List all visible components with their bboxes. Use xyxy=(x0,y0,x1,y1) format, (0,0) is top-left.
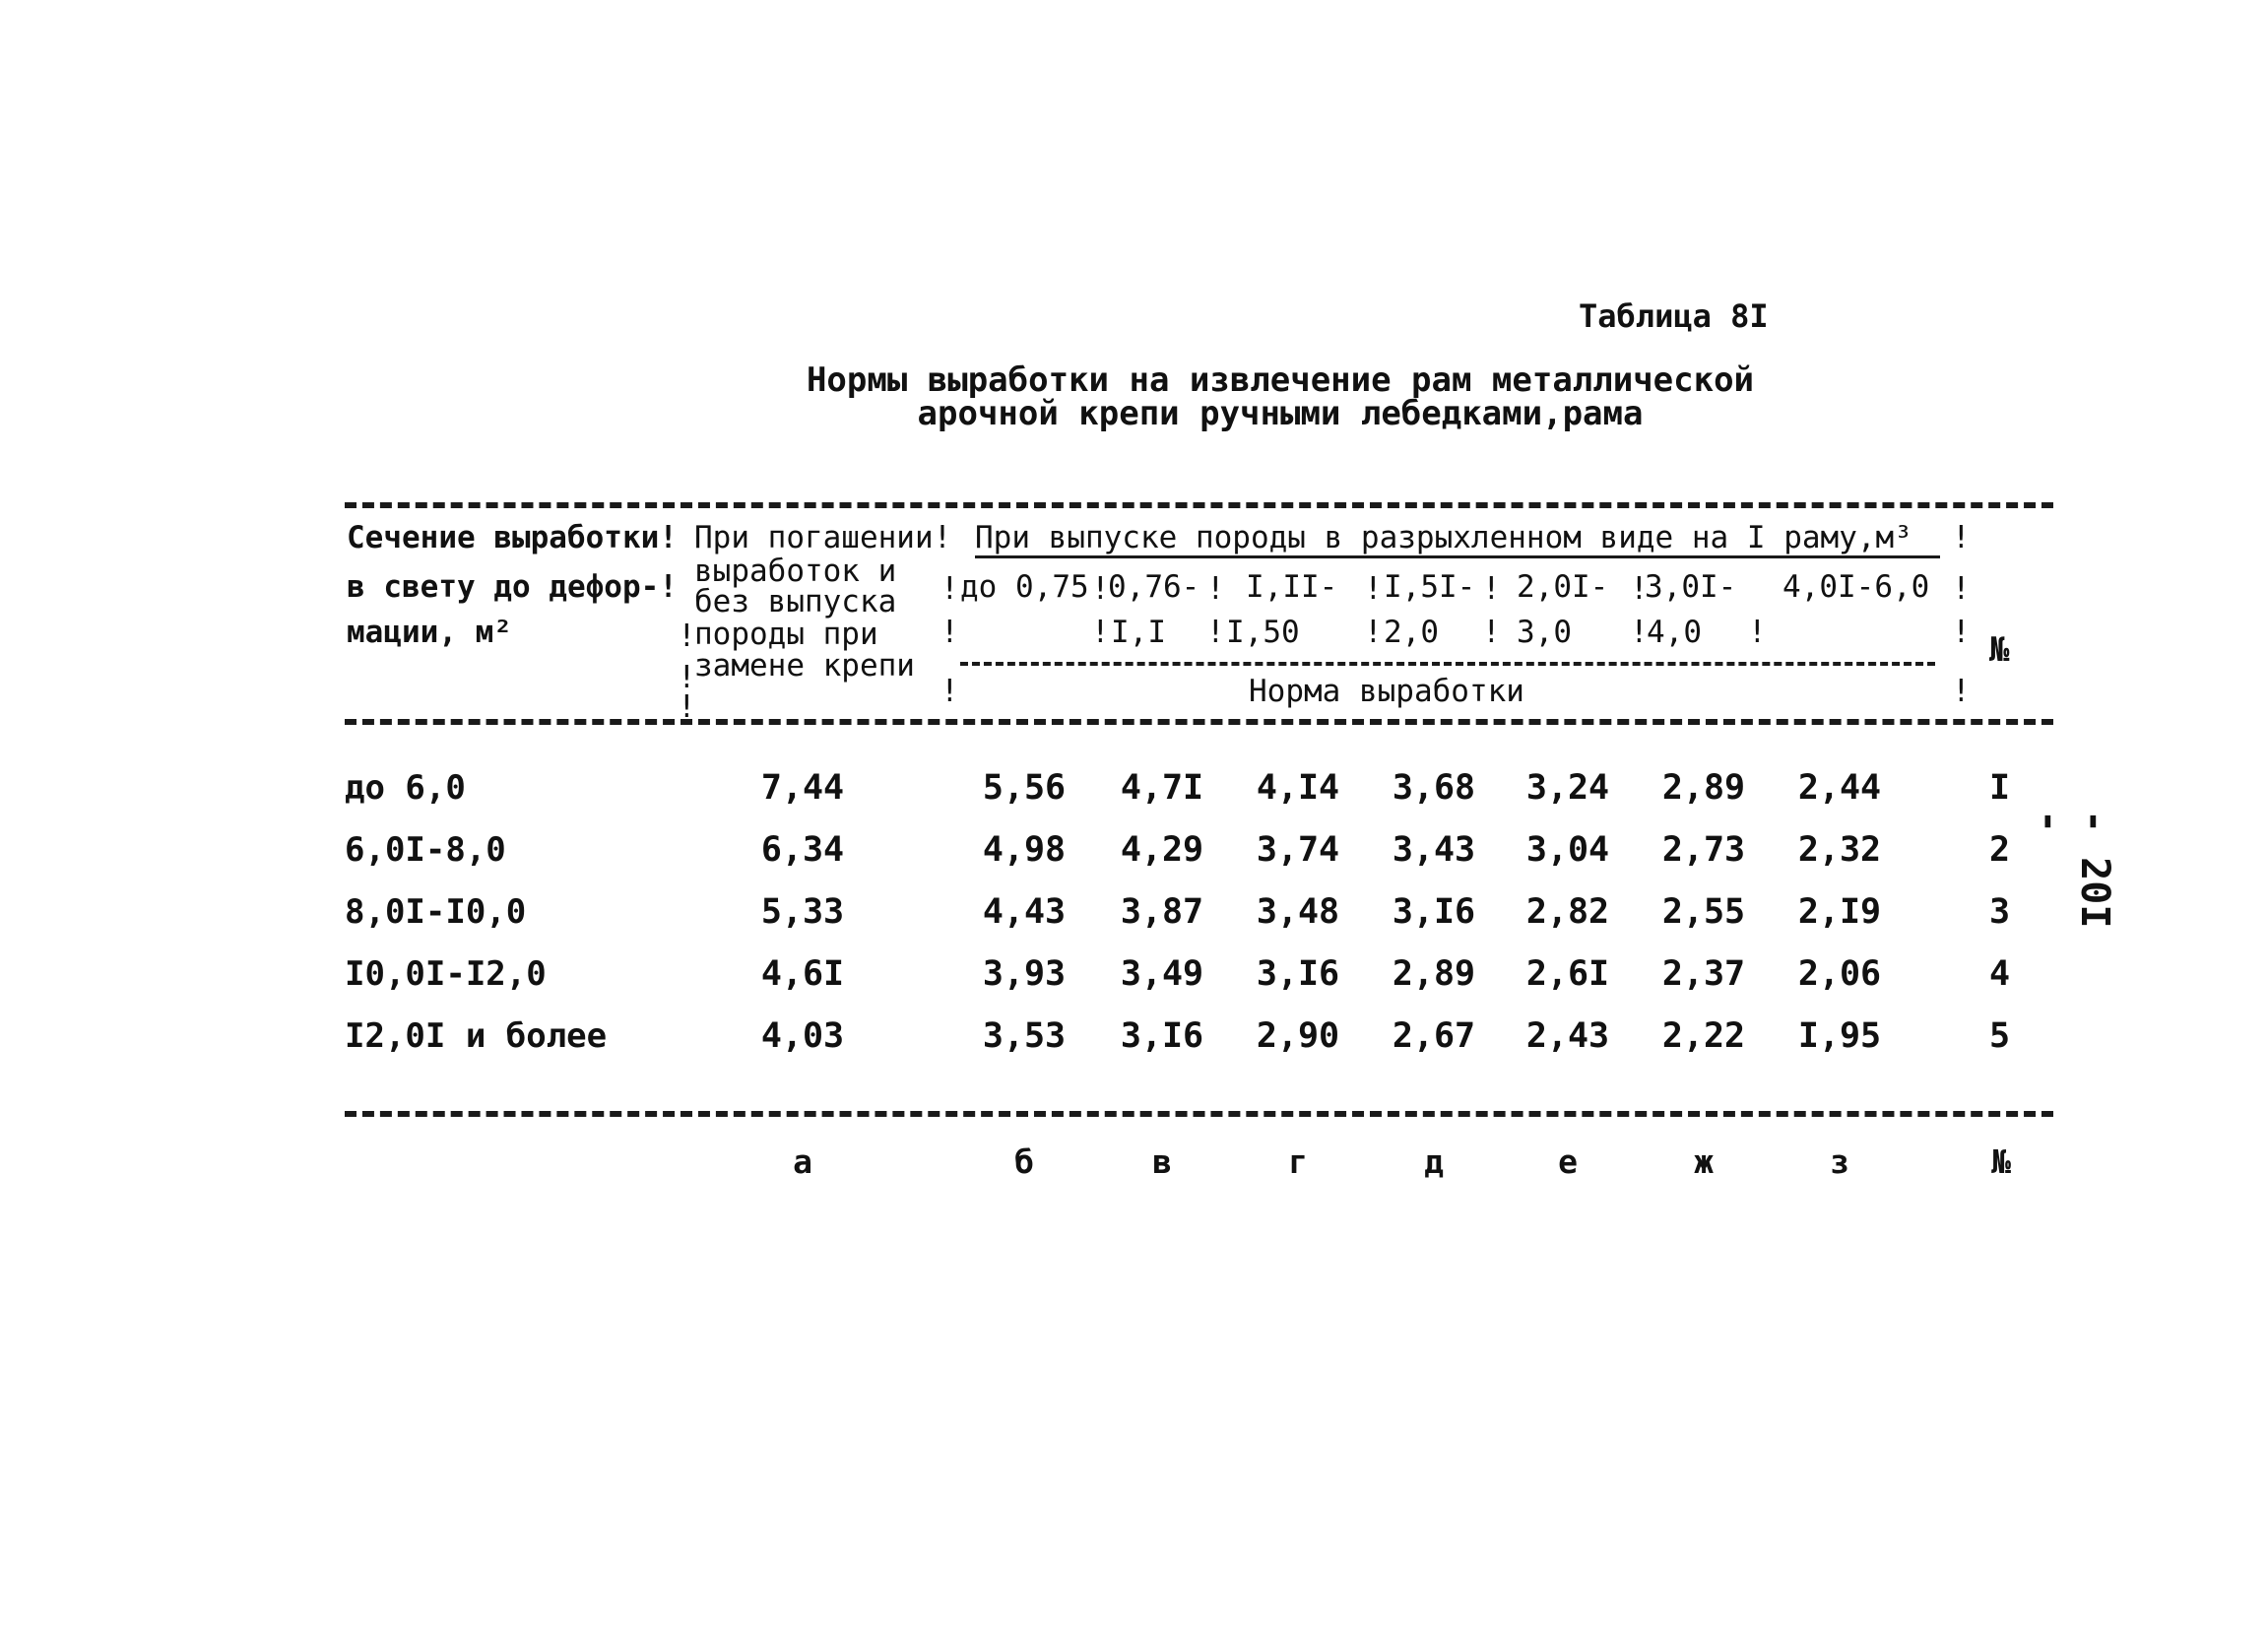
row-section-label: I0,0I-I2,0 xyxy=(345,954,547,994)
header-col-a-line-5: замене крепи xyxy=(694,648,915,684)
row-section-label: 6,0I-8,0 xyxy=(345,830,506,870)
table-title-line-1: Нормы выработки на извлечение рам металлической xyxy=(806,360,1755,400)
row-number: 4 xyxy=(1989,954,2011,994)
header-group-underline xyxy=(975,555,1940,558)
table-cell: 3,74 xyxy=(1256,830,1340,870)
table-cell: 2,I9 xyxy=(1797,892,1882,932)
header-separator: ! xyxy=(1952,674,1971,709)
header-separator: ! xyxy=(678,660,696,695)
table-cell: 3,24 xyxy=(1525,768,1610,808)
table-cell: 3,53 xyxy=(982,1016,1067,1056)
table-cell: 3,93 xyxy=(982,954,1067,994)
header-separator: ! xyxy=(940,571,959,607)
table-cell: 3,I6 xyxy=(1120,1016,1204,1056)
header-range-5-bottom: 3,0 xyxy=(1517,615,1572,650)
header-separator: ! xyxy=(1364,571,1383,607)
table-cell: I,95 xyxy=(1797,1016,1882,1056)
table-cell: 5,56 xyxy=(982,768,1067,808)
header-norm-divider xyxy=(960,662,1935,666)
table-cell: 2,44 xyxy=(1797,768,1882,808)
header-separator: ! xyxy=(1091,571,1110,607)
column-key-no: № xyxy=(1991,1142,2011,1181)
row-number: 2 xyxy=(1989,830,2011,870)
header-norm-label: Норма выработки xyxy=(1249,674,1524,709)
row-section-label: до 6,0 xyxy=(345,768,466,808)
header-range-5-top: 2,0I- xyxy=(1517,569,1609,605)
header-range-4-bottom: 2,0 xyxy=(1384,615,1439,650)
page-number: - 20I - xyxy=(2027,810,2117,929)
header-separator: ! xyxy=(678,689,696,725)
table-cell: 2,06 xyxy=(1797,954,1882,994)
table-cell: 7,44 xyxy=(760,768,845,808)
column-key: б xyxy=(1014,1142,1034,1181)
table-cell: 4,6I xyxy=(760,954,845,994)
header-range-2-bottom: I,I xyxy=(1111,615,1166,650)
header-separator: ! xyxy=(1630,615,1649,650)
header-range-1-top: до 0,75 xyxy=(960,569,1089,605)
table-cell: 2,22 xyxy=(1661,1016,1746,1056)
header-separator: ! xyxy=(1952,615,1971,650)
row-number: I xyxy=(1989,768,2011,808)
table-cell: 2,82 xyxy=(1525,892,1610,932)
header-separator: ! xyxy=(1952,520,1971,555)
header-separator: ! xyxy=(940,615,959,650)
column-key: а xyxy=(793,1142,812,1181)
table-cell: 2,67 xyxy=(1392,1016,1476,1056)
header-separator: ! xyxy=(1952,571,1971,607)
header-col-a-line-1: При погашении! xyxy=(694,520,952,555)
row-number: 3 xyxy=(1989,892,2011,932)
header-separator: ! xyxy=(1630,571,1649,607)
header-separator: ! xyxy=(1482,615,1501,650)
header-bottom-border xyxy=(345,719,2053,725)
header-range-4-top: I,5I- xyxy=(1384,569,1476,605)
header-col-a-line-4: породы при xyxy=(694,617,878,652)
header-group-label: При выпуске породы в разрыхленном виде на I раму,м³ xyxy=(975,520,1912,555)
header-separator: ! xyxy=(1748,615,1767,650)
header-range-2-top: 0,76- xyxy=(1108,569,1200,605)
header-range-3-top: I,II- xyxy=(1246,569,1338,605)
table-cell: 2,37 xyxy=(1661,954,1746,994)
table-cell: 2,55 xyxy=(1661,892,1746,932)
header-separator: ! xyxy=(678,619,696,654)
table-cell: 4,7I xyxy=(1120,768,1204,808)
table-bottom-border xyxy=(345,1111,2053,1117)
header-no-label: № xyxy=(1989,630,2010,670)
header-separator: ! xyxy=(1206,615,1225,650)
table-cell: 3,49 xyxy=(1120,954,1204,994)
column-key: ж xyxy=(1694,1142,1714,1181)
header-separator: ! xyxy=(1364,615,1383,650)
row-section-label: I2,0I и более xyxy=(345,1016,608,1056)
table-cell: 3,48 xyxy=(1256,892,1340,932)
table-caption: Таблица 8I xyxy=(1579,297,1769,335)
table-cell: 2,73 xyxy=(1661,830,1746,870)
table-cell: 4,29 xyxy=(1120,830,1204,870)
table-cell: 4,98 xyxy=(982,830,1067,870)
table-cell: 4,I4 xyxy=(1256,768,1340,808)
header-col-a-line-3: без выпуска xyxy=(694,584,897,619)
row-section-label: 8,0I-I0,0 xyxy=(345,892,527,932)
table-cell: 5,33 xyxy=(760,892,845,932)
header-section-line-3: мации, м² xyxy=(347,615,512,650)
header-range-6-top: 3,0I- xyxy=(1645,569,1737,605)
header-separator: ! xyxy=(1206,571,1225,607)
table-cell: 3,68 xyxy=(1392,768,1476,808)
table-cell: 6,34 xyxy=(760,830,845,870)
header-section-line-1: Сечение выработки! xyxy=(347,520,678,555)
column-key: в xyxy=(1152,1142,1172,1181)
table-cell: 3,I6 xyxy=(1256,954,1340,994)
row-number: 5 xyxy=(1989,1016,2011,1056)
table-cell: 3,43 xyxy=(1392,830,1476,870)
table-cell: 4,03 xyxy=(760,1016,845,1056)
column-key: з xyxy=(1830,1142,1849,1181)
table-cell: 3,87 xyxy=(1120,892,1204,932)
table-cell: 3,04 xyxy=(1525,830,1610,870)
column-key: д xyxy=(1424,1142,1444,1181)
header-separator: ! xyxy=(1091,615,1110,650)
header-col-a-line-2: выработок и xyxy=(694,554,897,589)
column-key: г xyxy=(1288,1142,1308,1181)
table-cell: 2,90 xyxy=(1256,1016,1340,1056)
table-top-border xyxy=(345,502,2053,508)
header-range-7-top: 4,0I-6,0 xyxy=(1782,569,1930,605)
table-cell: 2,43 xyxy=(1525,1016,1610,1056)
column-key: е xyxy=(1558,1142,1578,1181)
table-cell: 2,89 xyxy=(1661,768,1746,808)
header-range-6-bottom: 4,0 xyxy=(1647,615,1702,650)
table-cell: 4,43 xyxy=(982,892,1067,932)
header-separator: ! xyxy=(940,674,959,709)
header-section-line-2: в свету до дефор-! xyxy=(347,569,678,605)
table-cell: 3,I6 xyxy=(1392,892,1476,932)
table-cell: 2,32 xyxy=(1797,830,1882,870)
table-cell: 2,6I xyxy=(1525,954,1610,994)
header-separator: ! xyxy=(1482,571,1501,607)
table-cell: 2,89 xyxy=(1392,954,1476,994)
header-range-3-bottom: I,50 xyxy=(1226,615,1300,650)
table-title-line-2: арочной крепи ручными лебедками,рама xyxy=(917,394,1644,433)
